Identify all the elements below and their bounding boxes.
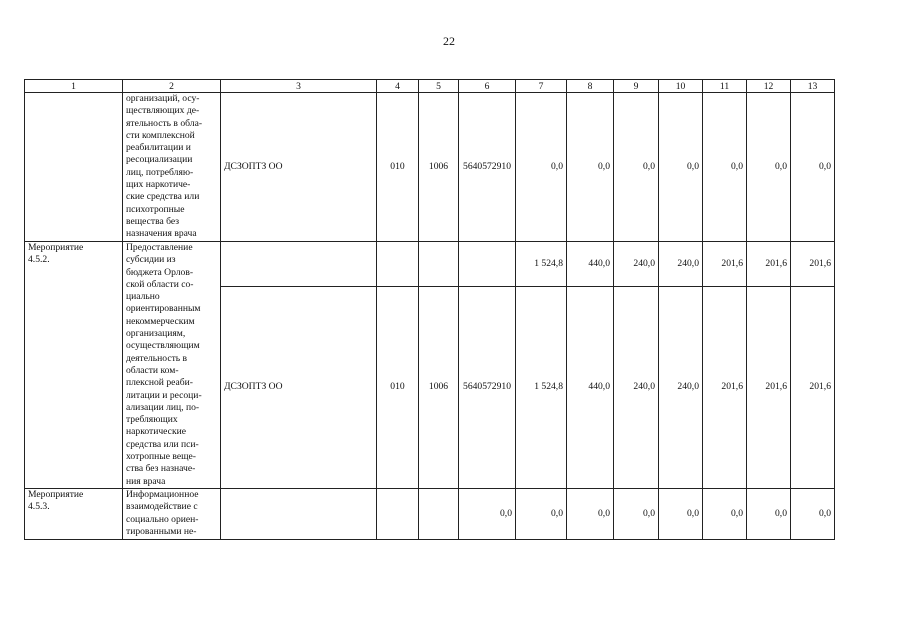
table-row [25,242,835,287]
value-cell-13: 201,6 [791,242,835,287]
col-header-8: 8 [567,80,614,93]
col-header-9: 9 [614,80,659,93]
cell-text-line: сти комплексной [126,129,195,141]
col-header-3: 3 [221,80,377,93]
cell-text-line: социально ориен- [126,513,199,525]
measure-cell [25,93,123,242]
value-cell-9: 0,0 [614,488,659,539]
cell-text-line: реабилитации и [126,142,191,154]
description-cell [123,93,221,242]
value-cell-12: 201,6 [747,242,791,287]
value-cell-7: 0,0 [516,93,567,242]
page-number: 22 [443,34,455,48]
value-cell-9: 240,0 [614,287,659,489]
col-header-4: 4 [377,80,419,93]
cell-text-line: области ком- [126,364,179,376]
value-cell-8: 0,0 [567,488,614,539]
col-header-11: 11 [703,80,747,93]
code-csr-cell: 5640572910 [459,287,516,489]
cell-text-line: Мероприятие [28,242,84,253]
col-header-13: 13 [791,80,835,93]
cell-text-line: требляющих [126,414,178,426]
description-cell [123,242,221,489]
code-csr-cell [459,242,516,287]
value-cell-10: 0,0 [659,93,703,242]
col-header-12: 12 [747,80,791,93]
page-bottom-blank [0,540,898,640]
value-cell-12: 0,0 [747,488,791,539]
measure-cell [25,488,123,539]
cell-text-line: ществляющих де- [126,105,200,117]
cell-text-line: 4.5.3. [28,501,50,513]
cell-text-line: бюджета Орлов- [126,266,194,278]
cell-text-line: организаций, осу- [126,93,200,104]
value-cell-11: 201,6 [703,287,747,489]
value-cell-9: 240,0 [614,242,659,287]
value-cell-12: 201,6 [747,287,791,489]
cell-text-line: ские средства или [126,191,200,203]
cell-text-line: ализации лиц, по- [126,401,200,413]
value-cell-13: 0,0 [791,93,835,242]
executor-cell: ДСЗОПТЗ ОО [221,93,377,242]
column-number-row [25,80,835,93]
col-header-2: 2 [123,80,221,93]
cell-text-line: осуществляющим [126,340,200,352]
value-cell-12: 0,0 [747,93,791,242]
value-cell-10: 240,0 [659,242,703,287]
cell-text-line: лиц, потребляю- [126,166,194,178]
cell-text-line: плексной реаби- [126,377,193,389]
cell-text-line: взаимодействие с [126,501,198,513]
value-cell-8: 440,0 [567,287,614,489]
value-cell-11: 201,6 [703,242,747,287]
cell-text-line: ресоциализации [126,154,193,166]
code-rzpr-cell [419,242,459,287]
executor-cell [221,242,377,287]
cell-text-line: тированными не- [126,525,197,537]
cell-text-line: некоммерческим [126,315,195,327]
cell-text-line: наркотические [126,426,186,438]
measure-cell [25,242,123,489]
table-row [25,488,835,539]
cell-text-line: хотропные веще- [126,451,196,463]
cell-text-line: щих наркотиче- [126,179,191,191]
cell-text-line: средства или пси- [126,438,199,450]
col-header-6: 6 [459,80,516,93]
col-header-7: 7 [516,80,567,93]
code-rzpr-cell: 1006 [419,287,459,489]
cell-text-line: вещества без [126,215,180,227]
table-row [25,93,835,242]
description-cell [123,488,221,539]
value-cell-7: 0,0 [516,488,567,539]
cell-text-line: субсидии из [126,254,176,266]
cell-text-line: деятельность в [126,352,188,364]
cell-text-line: Мероприятие [28,488,84,500]
code-grbs-cell [377,242,419,287]
value-cell-10: 0,0 [659,488,703,539]
value-cell-11: 0,0 [703,488,747,539]
code-csr-cell: 0,0 [459,488,516,539]
col-header-5: 5 [419,80,459,93]
cell-text-line: 4.5.2. [28,254,50,266]
cell-text-line: Информационное [126,488,199,500]
value-cell-11: 0,0 [703,93,747,242]
value-cell-8: 440,0 [567,242,614,287]
cell-text-line: ориентированным [126,303,201,315]
code-grbs-cell: 010 [377,93,419,242]
cell-text-line: организациям, [126,328,186,340]
cell-text-line: ства без назначе- [126,463,196,475]
col-header-10: 10 [659,80,703,93]
value-cell-7: 1 524,8 [516,242,567,287]
cell-text-line: литации и ресоци- [126,389,202,401]
code-grbs-cell [377,488,419,539]
executor-cell: ДСЗОПТЗ ОО [221,287,377,489]
code-rzpr-cell [419,488,459,539]
cell-text-line: назначения врача [126,228,197,240]
value-cell-10: 240,0 [659,287,703,489]
cell-text-line: ятельность в обла- [126,117,203,129]
code-grbs-cell: 010 [377,287,419,489]
cell-text-line: ния врача [126,475,166,487]
budget-table [24,79,835,540]
code-rzpr-cell: 1006 [419,93,459,242]
value-cell-7: 1 524,8 [516,287,567,489]
cell-text-line: циально [126,291,160,303]
value-cell-13: 201,6 [791,287,835,489]
cell-text-line: психотропные [126,203,185,215]
cell-text-line: ской области со- [126,278,194,290]
value-cell-13: 0,0 [791,488,835,539]
col-header-1: 1 [25,80,123,93]
code-csr-cell: 5640572910 [459,93,516,242]
cell-text-line: Предоставление [126,242,193,253]
executor-cell [221,488,377,539]
value-cell-9: 0,0 [614,93,659,242]
value-cell-8: 0,0 [567,93,614,242]
